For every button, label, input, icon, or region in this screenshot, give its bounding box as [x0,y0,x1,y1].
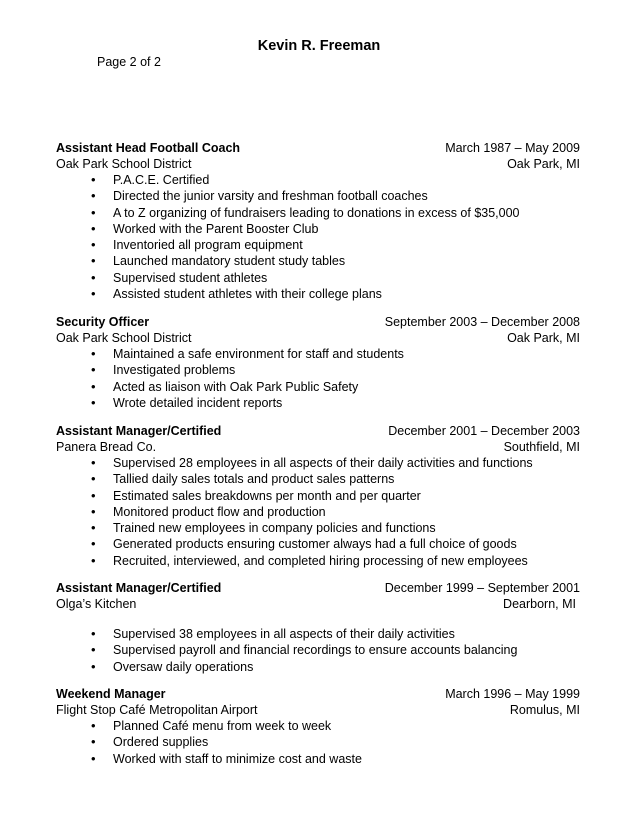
duty-item: • Inventoried all program equipment [56,237,580,253]
job-location: Oak Park, MI [507,157,580,171]
job-org: Flight Stop Café Metropolitan Airport [56,703,258,717]
job-title: Weekend Manager [56,687,166,701]
job-entry [56,686,580,767]
page-number: Page 2 of 2 [97,55,161,69]
job-dates: December 2001 – December 2003 [388,424,580,438]
duty-item: • Oversaw daily operations [56,659,580,675]
job-dates: September 2003 – December 2008 [384,315,580,329]
job-org-row [56,596,580,612]
duty-item: • Wrote detailed incident reports [56,395,580,411]
resume-name: Kevin R. Freeman [257,38,381,54]
job-header [56,314,580,330]
duty-item: • Worked with the Parent Booster Club [56,221,580,237]
duty-item: • Trained new employees in company policies and functions [56,520,580,536]
duty-item: • Supervised student athletes [56,270,580,286]
job-org-row [56,156,580,172]
job-org: Oak Park School District [56,157,192,171]
duty-item: • Investigated problems [56,362,580,378]
job-entry [56,140,580,302]
job-org-row [56,330,580,346]
job-entry [56,423,580,569]
duty-item: • Estimated sales breakdowns per month and per quarter [56,488,580,504]
duty-item: • Directed the junior varsity and freshman football coaches [56,188,580,204]
job-title: Assistant Manager/Certified [56,424,222,438]
job-dates: December 1999 – September 2001 [384,581,580,595]
duty-item: • Generated products ensuring customer always had a full choice of goods [56,536,580,552]
duty-item: • Assisted student athletes with their college plans [56,286,580,302]
job-duties [56,172,580,302]
duty-item: • Worked with staff to minimize cost and waste [56,751,580,767]
duty-item: • Acted as liaison with Oak Park Public Safety [56,379,580,395]
duty-item: • Maintained a safe environment for staff and students [56,346,580,362]
job-duties [56,455,580,569]
duty-item: • Supervised 28 employees in all aspects of their daily activities and functions [56,455,580,471]
job-title: Assistant Head Football Coach [56,141,241,155]
duty-item: • Launched mandatory student study tables [56,253,580,269]
spacer [56,612,580,626]
duty-item: • Supervised 38 employees in all aspects of their daily activities [56,626,580,642]
duty-item: • Supervised payroll and financial recordings to ensure accounts balancing [56,642,580,658]
job-location: Southfield, MI [503,440,580,454]
duty-item: • Monitored product flow and production [56,504,580,520]
job-header [56,580,580,596]
job-location: Dearborn, MI [503,597,576,611]
duty-item: • Ordered supplies [56,734,580,750]
job-header [56,423,580,439]
job-duties [56,626,580,675]
job-entry [56,580,580,675]
duty-item: • A to Z organizing of fundraisers leading to donations in excess of $35,000 [56,205,580,221]
job-dates: March 1996 – May 1999 [445,687,580,701]
job-org-row [56,702,580,718]
duty-item: • Recruited, interviewed, and completed hiring processing of new employees [56,553,580,569]
duty-item: • Tallied daily sales totals and product sales patterns [56,471,580,487]
job-dates: March 1987 – May 2009 [445,141,580,155]
job-header [56,140,580,156]
job-duties [56,346,580,411]
duty-item: • P.A.C.E. Certified [56,172,580,188]
job-org: Panera Bread Co. [56,440,157,454]
job-title: Security Officer [56,315,150,329]
job-org-row [56,439,580,455]
job-org: Oak Park School District [56,331,192,345]
job-org: Olga’s Kitchen [56,597,137,611]
job-title: Assistant Manager/Certified [56,581,222,595]
job-entry [56,314,580,411]
job-header [56,686,580,702]
job-location: Romulus, MI [509,703,580,717]
job-duties [56,718,580,767]
job-location: Oak Park, MI [507,331,580,345]
duty-item: • Planned Café menu from week to week [56,718,580,734]
